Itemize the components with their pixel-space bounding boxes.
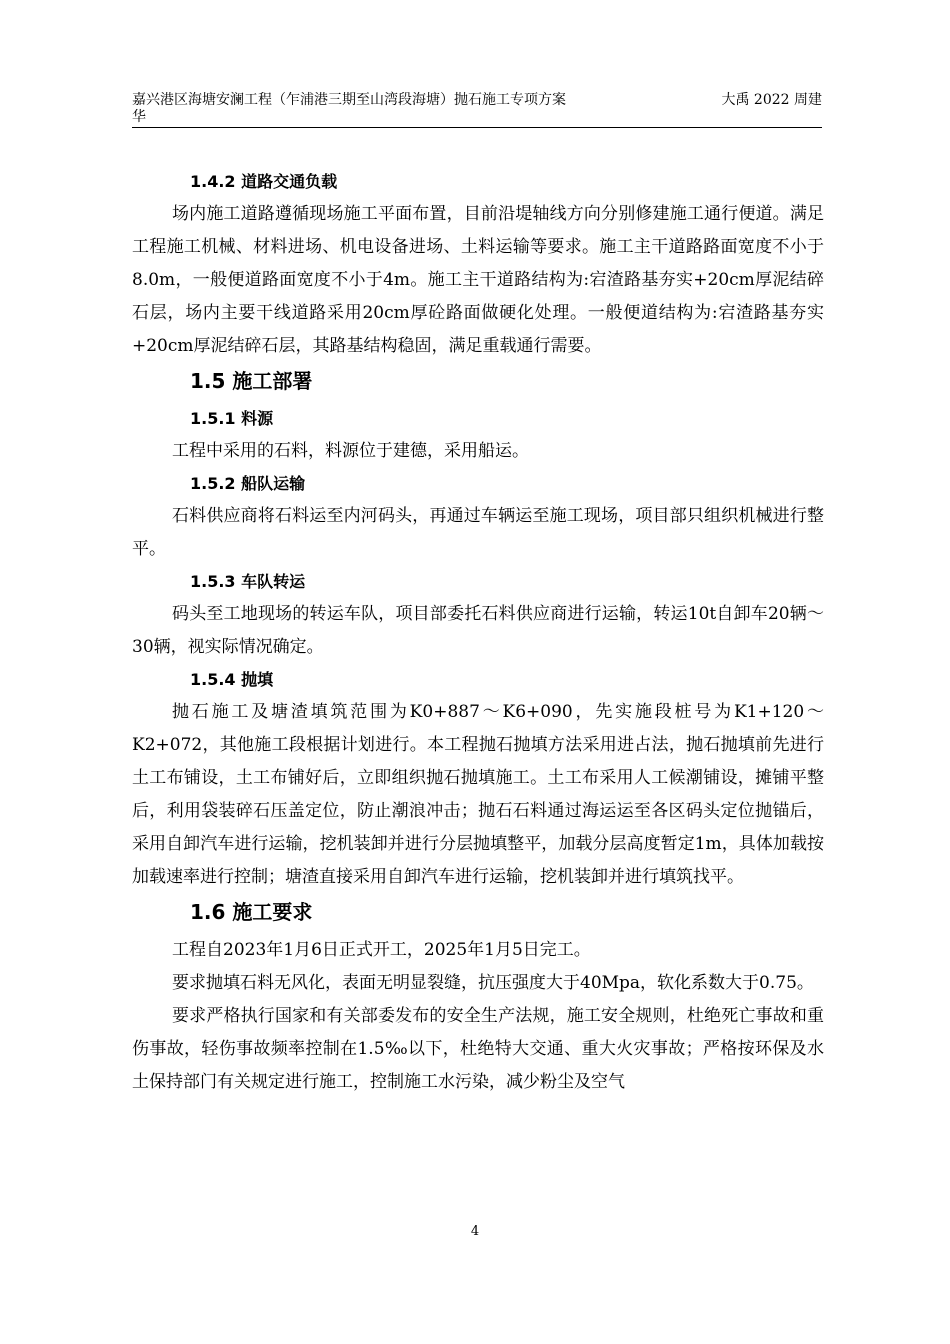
paragraph-truck-transfer: 码头至工地现场的转运车队，项目部委托石料供应商进行运输，转运10t自卸车20辆～30辆，视实际情况确定。 — [132, 604, 824, 657]
heading-1-5: 1.5 施工部署 — [190, 369, 313, 393]
header-author: 大禹 2022 周建 — [721, 92, 822, 108]
paragraph-safety-requirement: 要求严格执行国家和有关部委发布的安全生产法规，施工安全规则，杜绝死亡事故和重伤事故，轻伤事故频率控制在1.5‰以下，杜绝特大交通、重大火灾事故；严格按环保及水土保持部门有关规定进行施工，控制施工水污染，减少粉尘及空气 — [132, 1006, 824, 1092]
paragraph-material-source: 工程中采用的石料，料源位于建德，采用船运。 — [172, 441, 529, 461]
header-author-wrap: 华 — [132, 109, 146, 125]
header-title: 嘉兴港区海塘安澜工程（乍浦港三期至山湾段海塘）抛石施工专项方案 — [132, 92, 566, 108]
paragraph-road-traffic: 场内施工道路遵循现场施工平面布置，目前沿堤轴线方向分别修建施工通行便道。满足工程施工机械、材料进场、机电设备进场、土料运输等要求。施工主干道路路面宽度不小于8.0m，一般便道路面宽度不小于4m。施工主干道路结构为:宕渣路基夯实+20cm厚泥结碎石层，场内主要干线道路采用20cm厚砼路面做硬化处理。一般便道结构为:宕渣路基夯实+20cm厚泥结碎石层，其路基结构稳固，满足重载通行需要。 — [132, 204, 824, 356]
heading-1-5-3: 1.5.3 车队转运 — [190, 572, 306, 591]
paragraph-stone-requirement: 要求抛填石料无风化，表面无明显裂缝，抗压强度大于40Mpa，软化系数大于0.75。 — [172, 973, 814, 993]
paragraph-ship-transport: 石料供应商将石料运至内河码头，再通过车辆运至施工现场，项目部只组织机械进行整平。 — [132, 506, 824, 559]
paragraph-rock-filling: 抛石施工及塘渣填筑范围为K0+887～K6+090，先实施段桩号为K1+120～K2+072，其他施工段根据计划进行。本工程抛石抛填方法采用进占法，抛石抛填前先进行土工布铺设，土工布铺好后，立即组织抛石抛填施工。土工布采用人工候潮铺设，摊铺平整后，利用袋装碎石压盖定位，防止潮浪冲击；抛石石料通过海运运至各区码头定位抛锚后，采用自卸汽车进行运输，挖机装卸并进行分层抛填整平，加载分层高度暂定1m，具体加载按加载速率进行控制；塘渣直接采用自卸汽车进行运输，挖机装卸并进行填筑找平。 — [132, 702, 824, 887]
heading-1-4-2: 1.4.2 道路交通负载 — [190, 172, 338, 191]
header-rule — [132, 127, 822, 128]
heading-1-5-1: 1.5.1 料源 — [190, 409, 274, 428]
heading-1-6: 1.6 施工要求 — [190, 900, 313, 924]
heading-1-5-4: 1.5.4 抛填 — [190, 670, 274, 689]
document-body — [132, 166, 824, 1099]
page-number: 4 — [470, 1224, 480, 1239]
paragraph-schedule: 工程自2023年1月6日正式开工，2025年1月5日完工。 — [172, 940, 591, 960]
heading-1-5-2: 1.5.2 船队运输 — [190, 474, 306, 493]
